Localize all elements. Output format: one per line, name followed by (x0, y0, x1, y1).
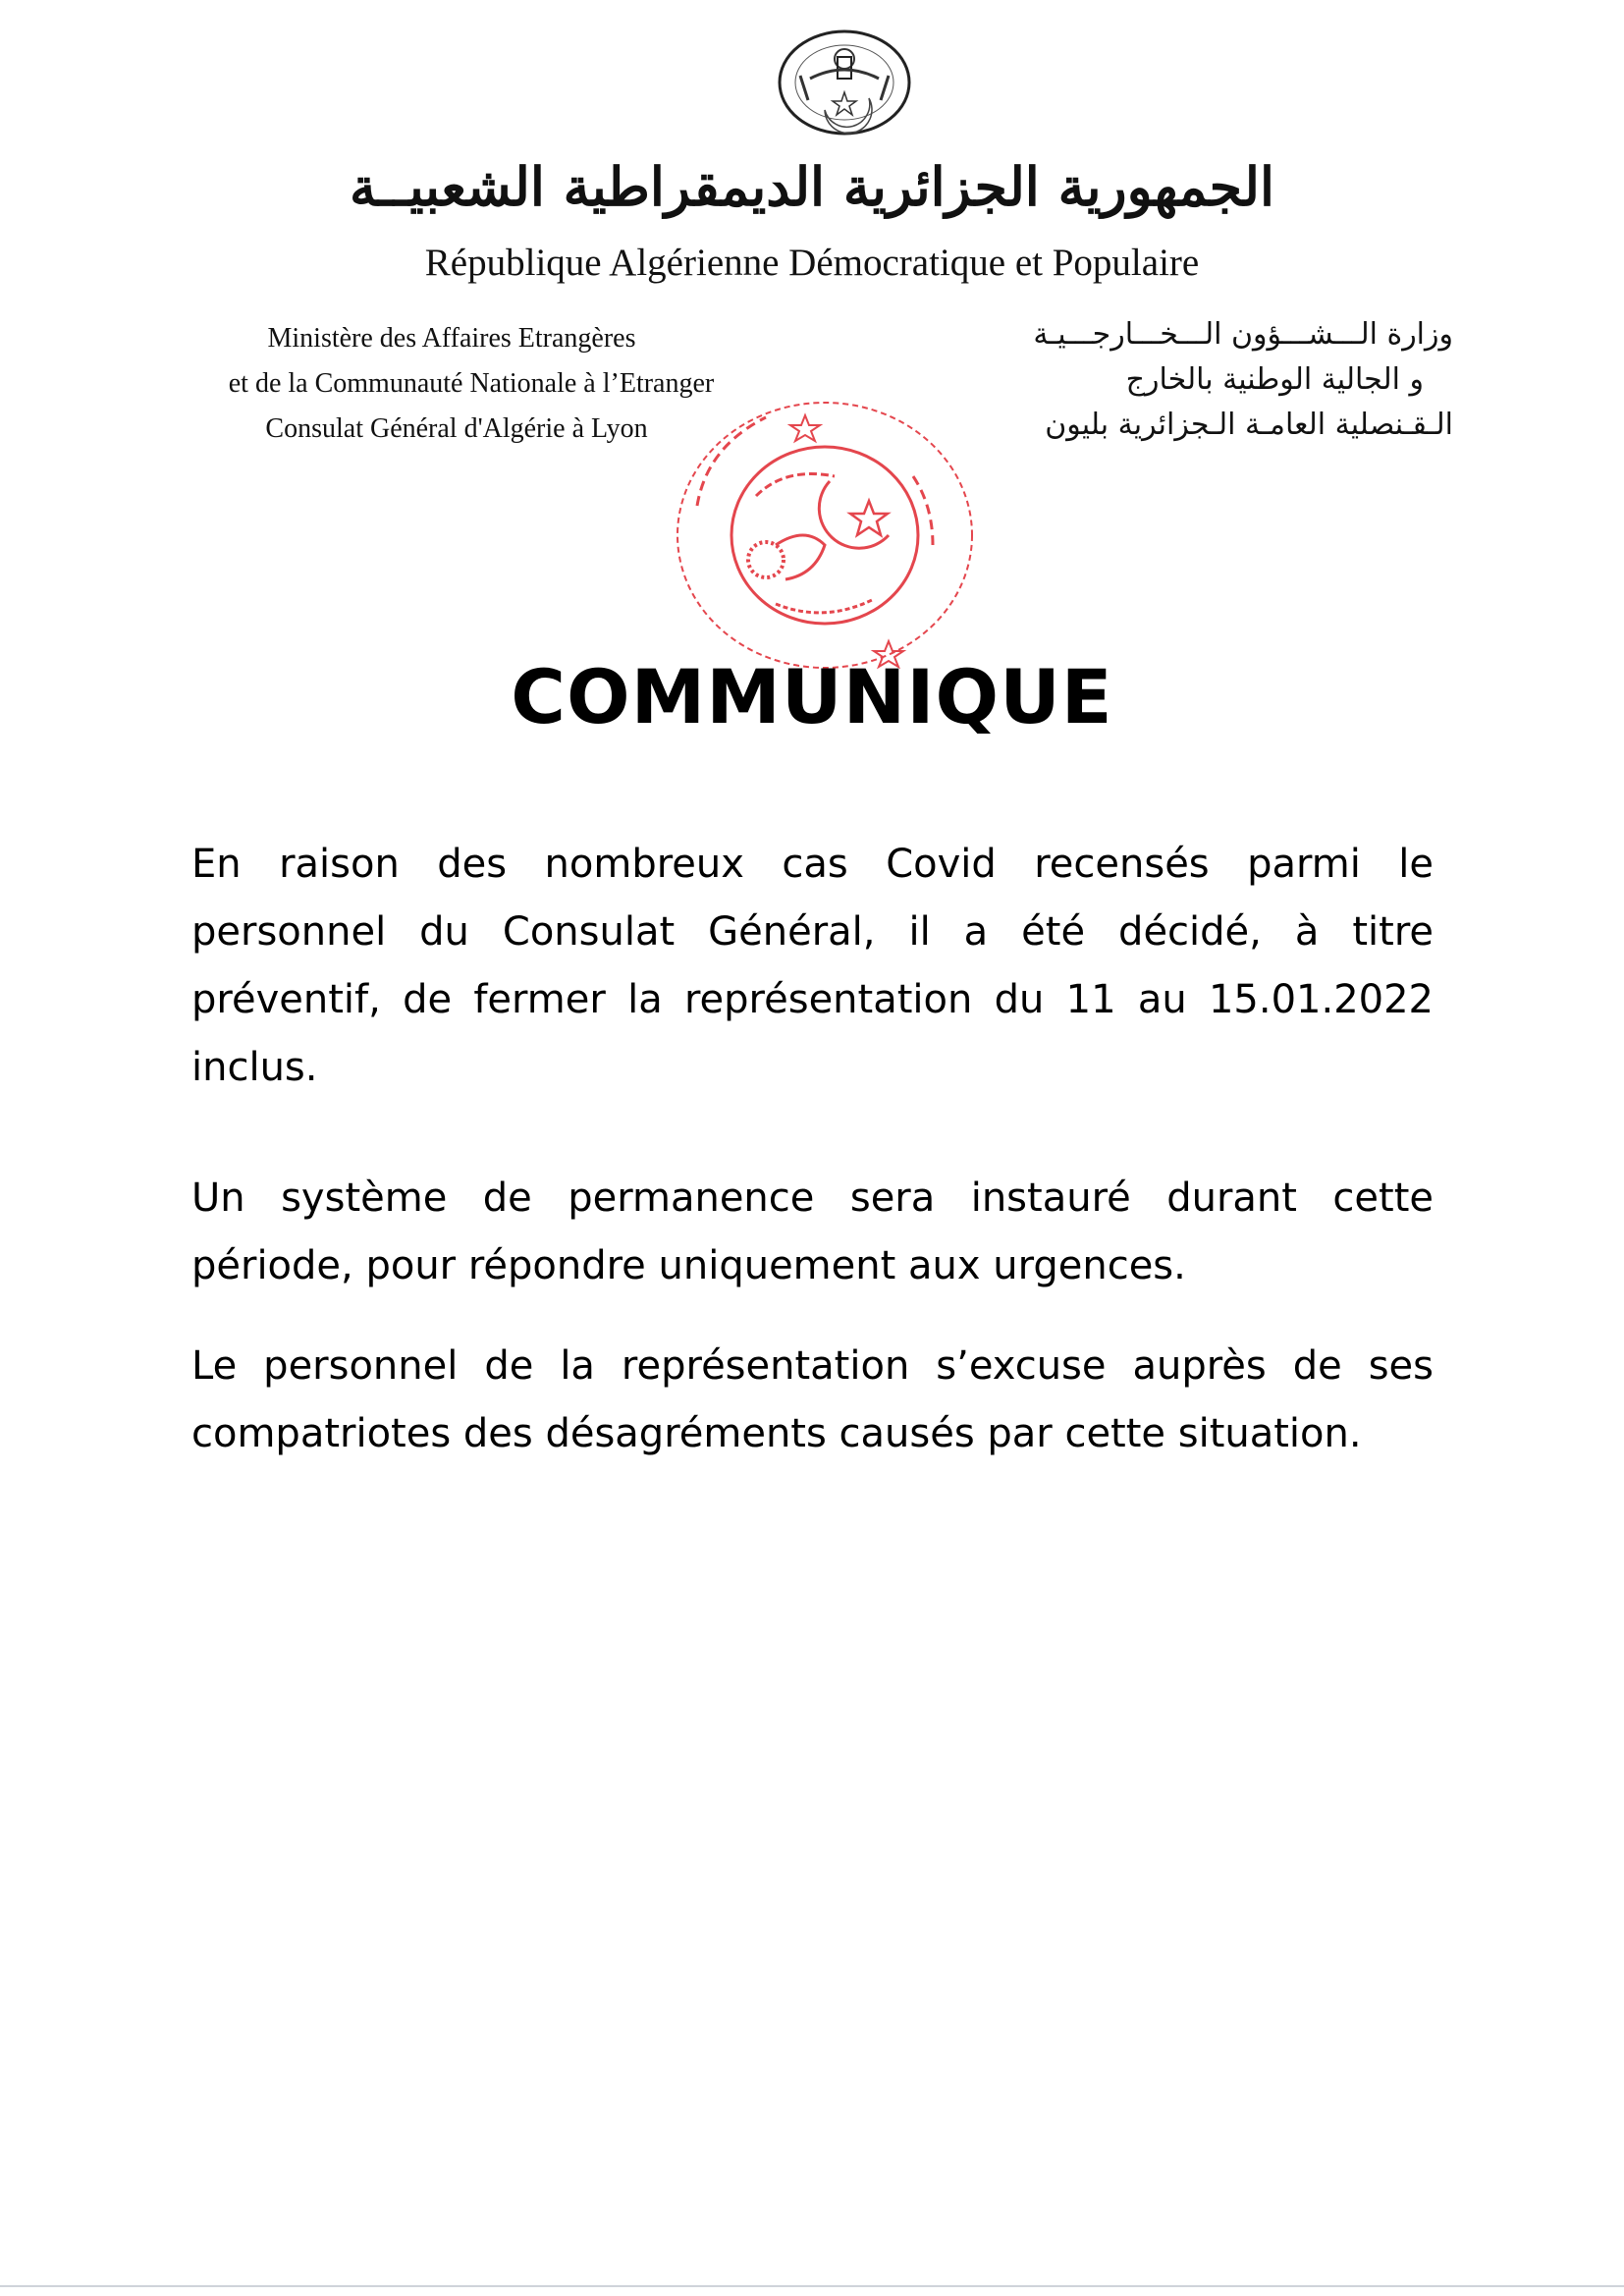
ministry-fr-line-2: et de la Communauté Nationale à l’Etranger (228, 368, 715, 399)
ministry-ar-line-3: الـقـنصلية العامـة الـجزائرية بليون (1045, 408, 1453, 442)
ministry-ar-line-2: و الجالية الوطنية بالخارج (1125, 362, 1424, 397)
algeria-emblem-icon (771, 22, 918, 139)
ministry-fr-line-3: Consulat Général d'Algérie à Lyon (265, 413, 648, 444)
ministry-ar-line-1: وزارة الـــشـــؤون الـــخـــارجـــيـة (1033, 317, 1453, 352)
title-french: République Algérienne Démocratique et Populaire (424, 242, 1200, 284)
paragraph-closure: En raison des nombreux cas Covid recensés parmi le personnel du Consulat Général, il a été décidé, à titre préventif, de fermer la représentation du 11 au 15.01.2022 inclus. (191, 842, 1434, 1090)
ministry-arabic-block (982, 312, 1453, 448)
paragraph-permanence: Un système de permanence sera instauré durant cette période, pour répondre uniquement aux urgences. (191, 1175, 1434, 1288)
ministry-fr-line-1: Ministère des Affaires Etrangères (267, 323, 636, 354)
scan-edge-divider (0, 2285, 1624, 2287)
paragraph-apology: Le personnel de la représentation s’excuse auprès de ses compatriotes des désagréments causés par cette situation. (191, 1343, 1434, 1456)
consulate-stamp-icon (668, 388, 982, 673)
title-arabic: الجمهورية الجزائرية الديمقراطية الشعبيــة (350, 155, 1274, 218)
document-heading: COMMUNIQUE (511, 653, 1113, 740)
